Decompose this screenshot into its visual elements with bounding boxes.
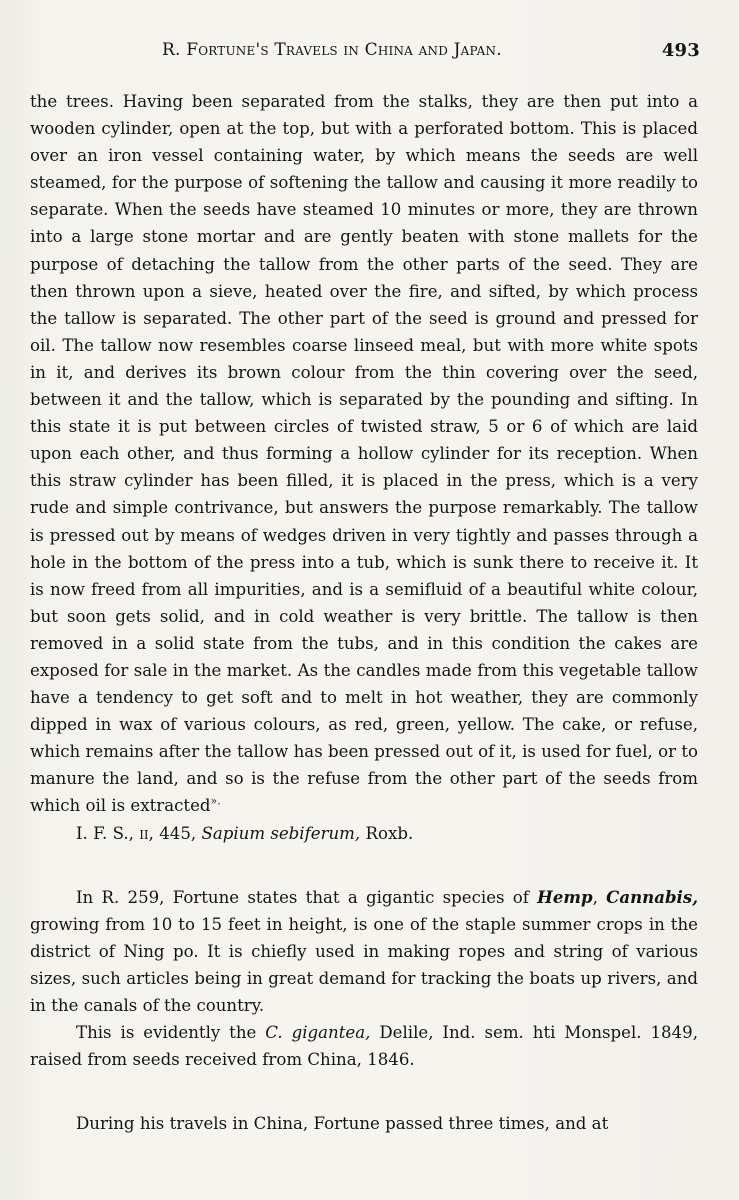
paragraph-tallow-process (30, 88, 698, 820)
paragraph-text: This is evidently the (76, 1023, 266, 1043)
separator: , (592, 887, 607, 907)
term-hemp: Hemp (537, 886, 593, 907)
reference-species: Sapium sebiferum, (201, 823, 361, 843)
paragraph-travels (30, 1110, 698, 1137)
paragraph-text: growing from 10 to 15 feet in height, is one of the staple summer crops in the district of Ning po. It is chiefly used in making ropes and string of various sizes, such articles being in great demand for tracking the boats up rivers, and in the canals of the country. (30, 914, 698, 1015)
running-header (30, 40, 700, 66)
page-number: 493 (661, 40, 700, 61)
paragraph-text: In R. 259, Fortune states that a gigantic species of (76, 887, 538, 907)
paragraph-gigantea (30, 1019, 698, 1073)
reference-page: , 445, (148, 823, 202, 843)
reference-prefix: I. F. S., (76, 823, 140, 843)
reference-volume: ii (139, 823, 149, 843)
reference-author: Roxb. (360, 823, 414, 843)
paragraph-text: During his travels in China, Fortune passed three times, and at (76, 1114, 609, 1134)
closing-quote: ». (210, 794, 221, 808)
term-cannabis: Cannabis, (606, 886, 698, 907)
paragraph-hemp (30, 884, 698, 1019)
paragraph-text: Delile, Ind. sem. hti Monspel. 1849, raised from seeds received from China, 1846. (30, 1023, 698, 1070)
body-text (30, 88, 698, 1137)
running-title: R. Fortune's Travels in China and Japan. (162, 40, 502, 60)
reference-note (30, 820, 698, 847)
term-gigantea: C. gigantea, (265, 1023, 371, 1043)
paragraph-text: the trees. Having been separated from the stalks, they are then put into a wooden cylinder, open at the top, but with a perforated bottom. This is placed over an iron vessel containing water, by which means the seeds are well steamed, for the purpose of softening the tallow and causing it more readily to separate. When the seeds have steamed 10 minutes or more, they are thrown into a large stone mortar and are gently beaten with stone mallets for the purpose of detaching the tallow from the other parts of the seed. They are then thrown upon a sieve, heated over the fire, and sifted, by which process the tallow is separated. The other part of the seed is ground and pressed for oil. The tallow now resembles coarse linseed meal, but with more white spots in it, and derives its brown colour from the thin covering over the seed, between it and the tallow, which is separated by the pounding and sifting. In this state it is put between circles of twisted straw, 5 or 6 of which are laid upon each other, and thus forming a hollow cylinder for its reception. When this straw cylinder has been filled, it is placed in the press, which is a very rude and simple contrivance, but answers the purpose remarkably. The tallow is pressed out by means of wedges driven in very tightly and passes through a hole in the bottom of the press into a tub, which is sunk there to receive it. It is now freed from all impurities, and is a semifluid of a beautiful white colour, but soon gets solid, and in cold weather is very brittle. The tallow is then removed in a solid state from the tubs, and in this condition the cakes are exposed for sale in the market. As the candles made from this vegetable tallow have a tendency to get soft and to melt in hot weather, they are commonly dipped in wax of various colours, as red, green, yellow. The cake, or refuse, which remains after the tallow has been pressed out of it, is used for fuel, or to manure the land, and so is the refuse from the other part of the seeds from which oil is extracted (30, 92, 698, 816)
